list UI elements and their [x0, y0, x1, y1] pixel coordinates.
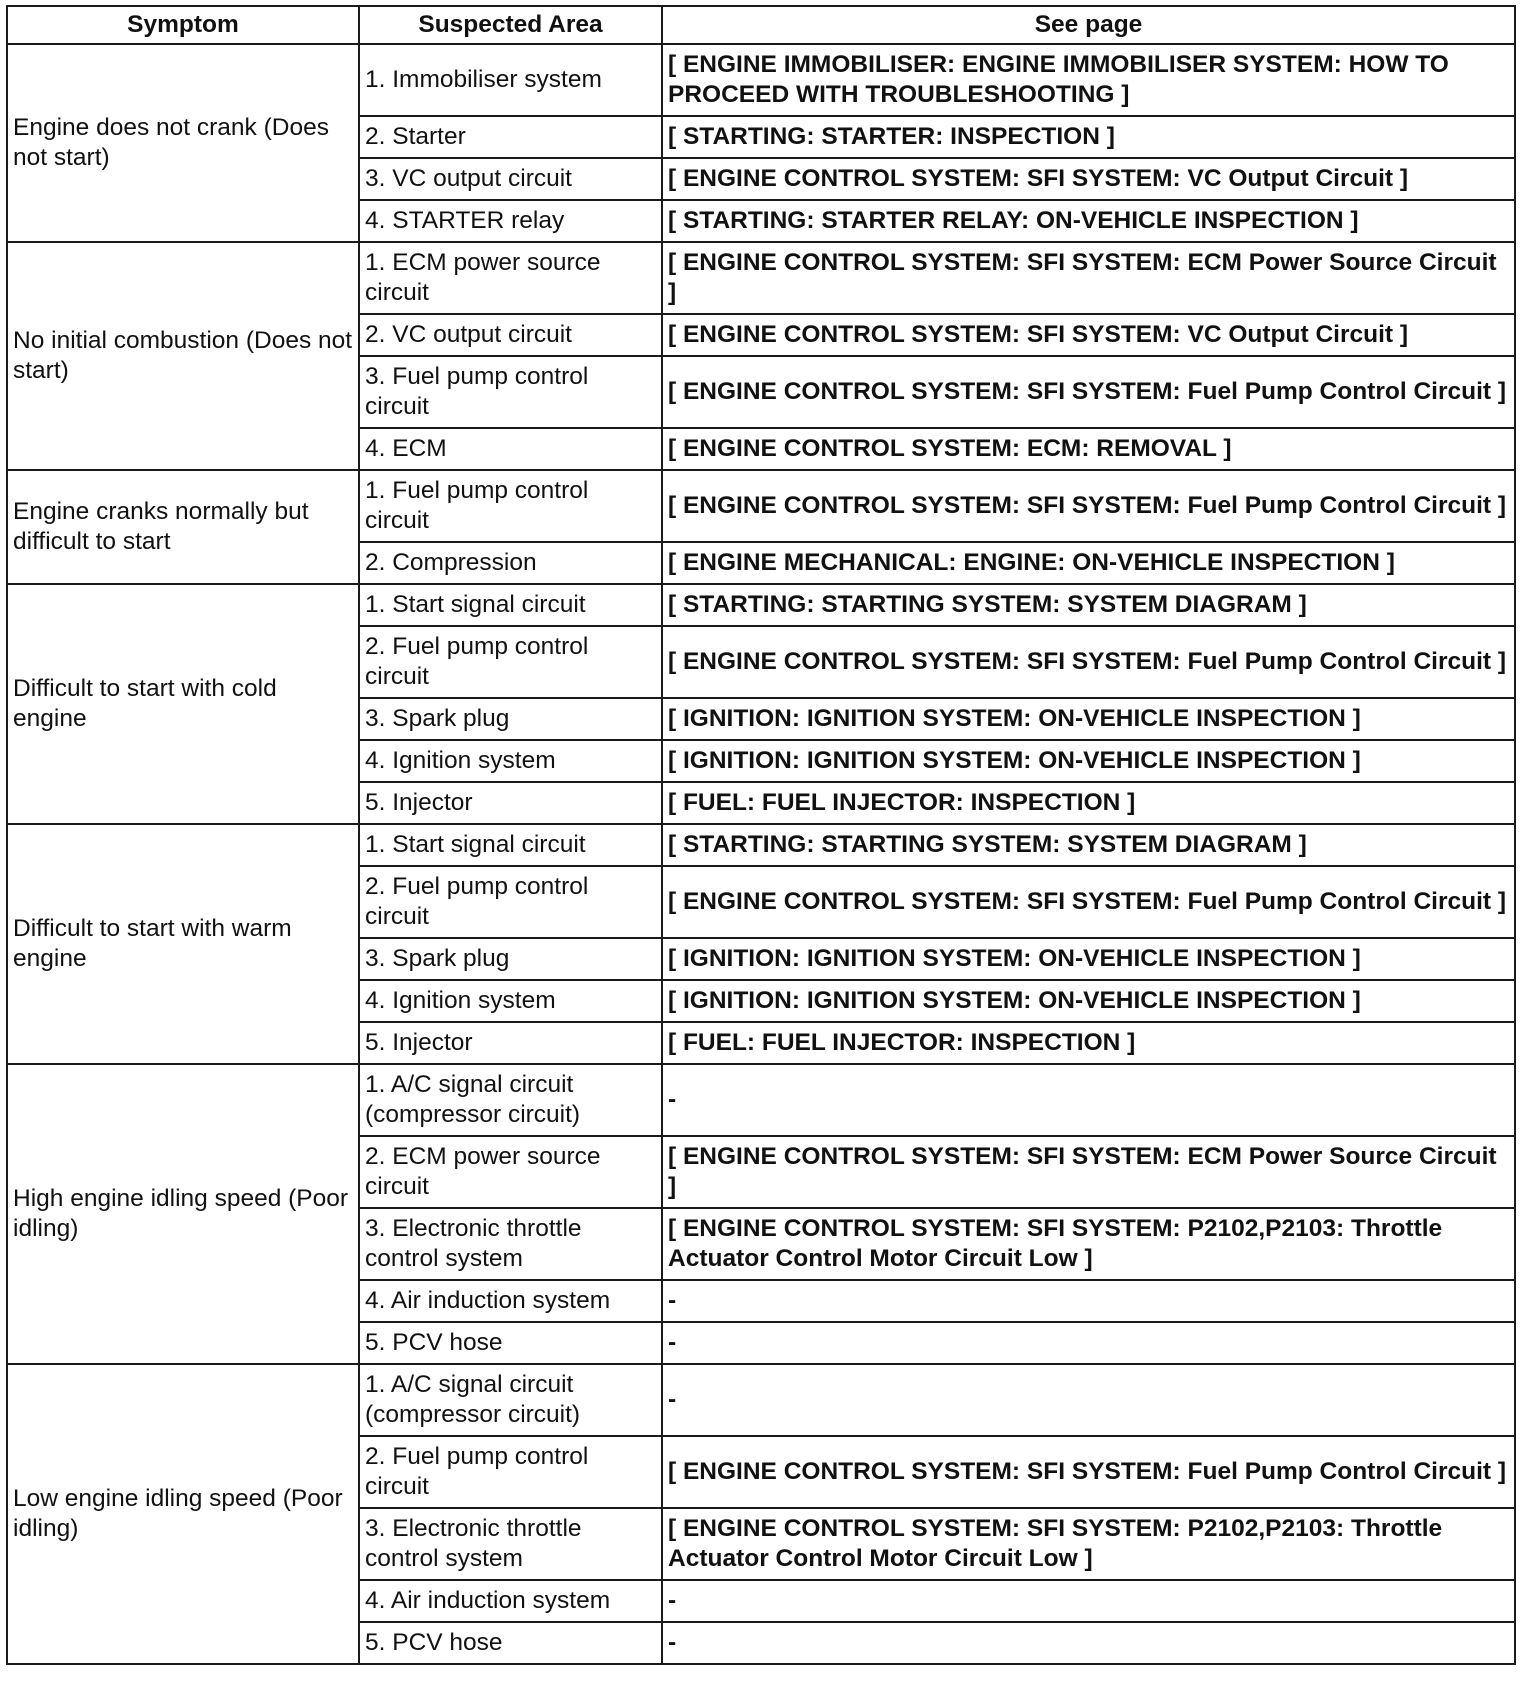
see-page-reference[interactable]: [ IGNITION: IGNITION SYSTEM: ON-VEHICLE INSPECTION ] — [662, 980, 1515, 1022]
table-body — [7, 44, 1515, 1664]
table-row — [7, 584, 1515, 626]
symptom-cell: Engine does not crank (Does not start) — [7, 44, 359, 242]
suspected-area-cell: 1. A/C signal circuit (compressor circuit) — [359, 1064, 662, 1136]
see-page-reference[interactable]: [ STARTING: STARTER RELAY: ON-VEHICLE INSPECTION ] — [662, 200, 1515, 242]
table-row — [7, 242, 1515, 314]
table-row — [7, 44, 1515, 116]
see-page-reference[interactable]: [ STARTING: STARTING SYSTEM: SYSTEM DIAGRAM ] — [662, 824, 1515, 866]
symptom-cell: Low engine idling speed (Poor idling) — [7, 1364, 359, 1664]
suspected-area-cell: 4. Air induction system — [359, 1580, 662, 1622]
see-page-reference[interactable]: [ ENGINE CONTROL SYSTEM: SFI SYSTEM: Fuel Pump Control Circuit ] — [662, 626, 1515, 698]
header-see-page: See page — [662, 6, 1515, 44]
suspected-area-cell: 1. Start signal circuit — [359, 584, 662, 626]
see-page-reference[interactable]: [ ENGINE CONTROL SYSTEM: SFI SYSTEM: VC Output Circuit ] — [662, 314, 1515, 356]
suspected-area-cell: 5. Injector — [359, 782, 662, 824]
see-page-reference[interactable]: [ STARTING: STARTER: INSPECTION ] — [662, 116, 1515, 158]
see-page-reference: - — [662, 1580, 1515, 1622]
header-symptom: Symptom — [7, 6, 359, 44]
suspected-area-cell: 2. ECM power source circuit — [359, 1136, 662, 1208]
suspected-area-cell: 1. Immobiliser system — [359, 44, 662, 116]
suspected-area-cell: 2. Fuel pump control circuit — [359, 1436, 662, 1508]
see-page-reference[interactable]: [ ENGINE CONTROL SYSTEM: ECM: REMOVAL ] — [662, 428, 1515, 470]
see-page-reference: - — [662, 1322, 1515, 1364]
suspected-area-cell: 4. Ignition system — [359, 980, 662, 1022]
header-suspected-area: Suspected Area — [359, 6, 662, 44]
suspected-area-cell: 4. STARTER relay — [359, 200, 662, 242]
see-page-reference[interactable]: [ ENGINE IMMOBILISER: ENGINE IMMOBILISER SYSTEM: HOW TO PROCEED WITH TROUBLESHOOTING ] — [662, 44, 1515, 116]
see-page-reference[interactable]: [ ENGINE CONTROL SYSTEM: SFI SYSTEM: P2102,P2103: Throttle Actuator Control Motor Circuit Low ] — [662, 1508, 1515, 1580]
suspected-area-cell: 1. ECM power source circuit — [359, 242, 662, 314]
suspected-area-cell: 5. PCV hose — [359, 1622, 662, 1664]
symptom-cell: High engine idling speed (Poor idling) — [7, 1064, 359, 1364]
see-page-reference[interactable]: [ ENGINE CONTROL SYSTEM: SFI SYSTEM: VC Output Circuit ] — [662, 158, 1515, 200]
see-page-reference[interactable]: [ ENGINE CONTROL SYSTEM: SFI SYSTEM: Fuel Pump Control Circuit ] — [662, 866, 1515, 938]
suspected-area-cell: 2. Fuel pump control circuit — [359, 626, 662, 698]
see-page-reference[interactable]: [ STARTING: STARTING SYSTEM: SYSTEM DIAGRAM ] — [662, 584, 1515, 626]
table-row — [7, 470, 1515, 542]
header-row — [7, 6, 1515, 44]
see-page-reference: - — [662, 1064, 1515, 1136]
suspected-area-cell: 3. Spark plug — [359, 698, 662, 740]
suspected-area-cell: 2. VC output circuit — [359, 314, 662, 356]
see-page-reference[interactable]: [ IGNITION: IGNITION SYSTEM: ON-VEHICLE INSPECTION ] — [662, 698, 1515, 740]
suspected-area-cell: 2. Fuel pump control circuit — [359, 866, 662, 938]
see-page-reference[interactable]: [ FUEL: FUEL INJECTOR: INSPECTION ] — [662, 782, 1515, 824]
symptom-cell: Difficult to start with warm engine — [7, 824, 359, 1064]
suspected-area-cell: 2. Compression — [359, 542, 662, 584]
troubleshooting-table — [6, 5, 1516, 1665]
suspected-area-cell: 4. Ignition system — [359, 740, 662, 782]
suspected-area-cell: 3. Electronic throttle control system — [359, 1208, 662, 1280]
see-page-reference[interactable]: [ FUEL: FUEL INJECTOR: INSPECTION ] — [662, 1022, 1515, 1064]
see-page-reference[interactable]: [ IGNITION: IGNITION SYSTEM: ON-VEHICLE INSPECTION ] — [662, 938, 1515, 980]
see-page-reference[interactable]: [ ENGINE CONTROL SYSTEM: SFI SYSTEM: ECM Power Source Circuit ] — [662, 1136, 1515, 1208]
see-page-reference: - — [662, 1622, 1515, 1664]
table-row — [7, 1364, 1515, 1436]
see-page-reference[interactable]: [ ENGINE CONTROL SYSTEM: SFI SYSTEM: Fuel Pump Control Circuit ] — [662, 470, 1515, 542]
suspected-area-cell: 4. ECM — [359, 428, 662, 470]
see-page-reference[interactable]: [ ENGINE CONTROL SYSTEM: SFI SYSTEM: P2102,P2103: Throttle Actuator Control Motor Circuit Low ] — [662, 1208, 1515, 1280]
see-page-reference[interactable]: [ ENGINE MECHANICAL: ENGINE: ON-VEHICLE INSPECTION ] — [662, 542, 1515, 584]
see-page-reference: - — [662, 1280, 1515, 1322]
suspected-area-cell: 5. Injector — [359, 1022, 662, 1064]
suspected-area-cell: 5. PCV hose — [359, 1322, 662, 1364]
see-page-reference[interactable]: [ ENGINE CONTROL SYSTEM: SFI SYSTEM: Fuel Pump Control Circuit ] — [662, 356, 1515, 428]
symptom-cell: No initial combustion (Does not start) — [7, 242, 359, 470]
symptom-cell: Engine cranks normally but difficult to start — [7, 470, 359, 584]
symptom-cell: Difficult to start with cold engine — [7, 584, 359, 824]
suspected-area-cell: 1. Fuel pump control circuit — [359, 470, 662, 542]
suspected-area-cell: 3. Spark plug — [359, 938, 662, 980]
suspected-area-cell: 3. Electronic throttle control system — [359, 1508, 662, 1580]
suspected-area-cell: 4. Air induction system — [359, 1280, 662, 1322]
table-header — [7, 6, 1515, 44]
table-row — [7, 1064, 1515, 1136]
suspected-area-cell: 2. Starter — [359, 116, 662, 158]
suspected-area-cell: 1. A/C signal circuit (compressor circuit) — [359, 1364, 662, 1436]
suspected-area-cell: 1. Start signal circuit — [359, 824, 662, 866]
table-row — [7, 824, 1515, 866]
suspected-area-cell: 3. Fuel pump control circuit — [359, 356, 662, 428]
see-page-reference[interactable]: [ ENGINE CONTROL SYSTEM: SFI SYSTEM: Fuel Pump Control Circuit ] — [662, 1436, 1515, 1508]
see-page-reference: - — [662, 1364, 1515, 1436]
see-page-reference[interactable]: [ ENGINE CONTROL SYSTEM: SFI SYSTEM: ECM Power Source Circuit ] — [662, 242, 1515, 314]
see-page-reference[interactable]: [ IGNITION: IGNITION SYSTEM: ON-VEHICLE INSPECTION ] — [662, 740, 1515, 782]
suspected-area-cell: 3. VC output circuit — [359, 158, 662, 200]
